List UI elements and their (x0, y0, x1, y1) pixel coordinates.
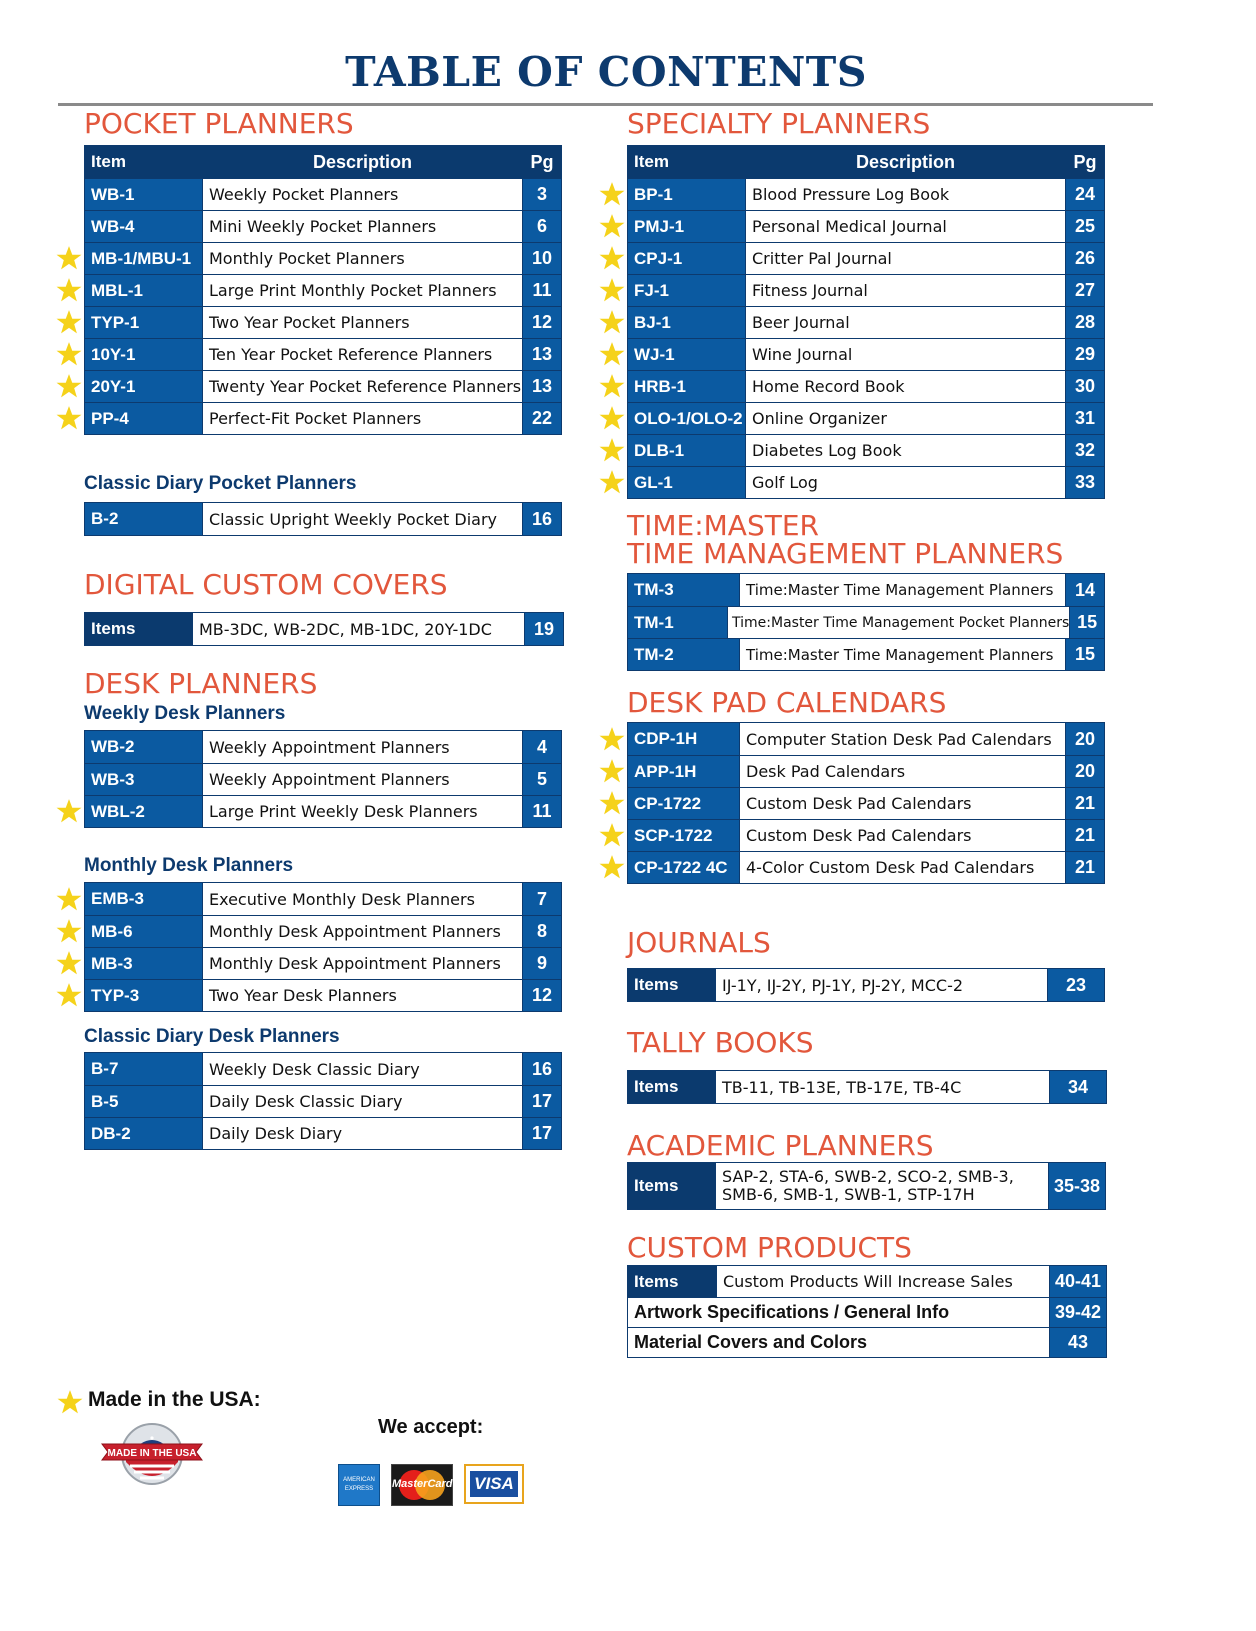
table-row (85, 883, 561, 915)
item-description: Weekly Desk Classic Diary (202, 1053, 523, 1085)
page-number: 31 (1066, 403, 1104, 434)
title-divider (58, 103, 1153, 106)
star-icon (56, 309, 82, 335)
table-row (85, 915, 561, 947)
page-number: 34 (1050, 1071, 1106, 1103)
star-icon (599, 469, 625, 495)
page-number: 11 (523, 796, 561, 827)
items-label: Items (628, 1266, 716, 1297)
item-description: Blood Pressure Log Book (745, 179, 1066, 210)
subheading-weekly-desk: Weekly Desk Planners (84, 703, 286, 724)
table-row (628, 242, 1104, 274)
item-description: Fitness Journal (745, 275, 1066, 306)
page-number: 26 (1066, 243, 1104, 274)
item-code: B-2 (85, 503, 202, 535)
item-description: Custom Desk Pad Calendars (739, 788, 1066, 819)
journals-table (627, 968, 1105, 1002)
digital-custom-covers-table (84, 612, 564, 646)
page-number: 21 (1066, 852, 1104, 883)
star-icon (56, 918, 82, 944)
section-heading-specialty-planners: SPECIALTY PLANNERS (627, 107, 931, 140)
page-number: 39-42 (1050, 1298, 1106, 1327)
item-description: Two Year Desk Planners (202, 980, 523, 1011)
star-icon (599, 213, 625, 239)
header-item: Item (85, 146, 202, 178)
star-icon (56, 798, 82, 824)
page-number: 40-41 (1050, 1266, 1106, 1297)
star-icon (599, 854, 625, 880)
table-row (85, 402, 561, 434)
page-number: 16 (523, 1053, 561, 1085)
page-number: 22 (523, 403, 561, 434)
tally-books-table (627, 1070, 1107, 1104)
item-code: WBL-2 (85, 796, 202, 827)
item-description: Desk Pad Calendars (739, 756, 1066, 787)
table-row (628, 1327, 1106, 1357)
monthly-desk-table (84, 882, 562, 1012)
item-code: MBL-1 (85, 275, 202, 306)
table-row (628, 723, 1104, 755)
item-description: Diabetes Log Book (745, 435, 1066, 466)
item-description: Monthly Desk Appointment Planners (202, 916, 523, 947)
item-description: Beer Journal (745, 307, 1066, 338)
table-row (628, 787, 1104, 819)
star-icon (56, 341, 82, 367)
subheading-monthly-desk: Monthly Desk Planners (84, 855, 294, 876)
table-row (85, 178, 561, 210)
table-row (85, 763, 561, 795)
section-heading-desk-pad-calendars: DESK PAD CALENDARS (627, 686, 947, 719)
page-number: 4 (523, 731, 561, 763)
star-icon (599, 277, 625, 303)
page-number: 33 (1066, 467, 1104, 498)
item-code: OLO-1/OLO-2 (628, 403, 745, 434)
table-row (85, 242, 561, 274)
section-heading-custom-products: CUSTOM PRODUCTS (627, 1231, 912, 1264)
specialty-planners-table (627, 145, 1105, 499)
item-description: Daily Desk Classic Diary (202, 1086, 523, 1117)
table-row (628, 210, 1104, 242)
star-icon (57, 1389, 83, 1415)
desk-pad-calendars-table (627, 722, 1105, 884)
table-row (85, 731, 561, 763)
academic-planners-table (627, 1162, 1106, 1210)
star-icon (599, 341, 625, 367)
page-number: 32 (1066, 435, 1104, 466)
star-icon (56, 886, 82, 912)
item-code: WB-3 (85, 764, 202, 795)
page-number: 27 (1066, 275, 1104, 306)
item-code: CPJ-1 (628, 243, 745, 274)
item-code: TYP-1 (85, 307, 202, 338)
header-item: Item (628, 146, 745, 178)
table-row (85, 338, 561, 370)
section-heading-pocket-planners: POCKET PLANNERS (84, 107, 354, 140)
table-row (85, 1085, 561, 1117)
item-code: B-5 (85, 1086, 202, 1117)
table-row (628, 638, 1104, 670)
section-heading-journals: JOURNALS (627, 926, 771, 959)
item-description: Online Organizer (745, 403, 1066, 434)
item-description: Golf Log (745, 467, 1066, 498)
item-code: SCP-1722 (628, 820, 739, 851)
item-description: Monthly Desk Appointment Planners (202, 948, 523, 979)
star-icon (599, 758, 625, 784)
page-number: 7 (523, 883, 561, 915)
items-description: MB-3DC, WB-2DC, MB-1DC, 20Y-1DC (192, 613, 525, 645)
header-description: Description (202, 146, 523, 178)
items-description: TB-11, TB-13E, TB-17E, TB-4C (715, 1071, 1050, 1103)
page-number: 14 (1066, 574, 1104, 606)
item-code: PP-4 (85, 403, 202, 434)
item-code: TYP-3 (85, 980, 202, 1011)
table-row (628, 466, 1104, 498)
classic-diary-desk-table (84, 1052, 562, 1150)
page-number: 12 (523, 980, 561, 1011)
star-icon (56, 373, 82, 399)
header-pg: Pg (1066, 146, 1104, 178)
star-icon (56, 982, 82, 1008)
star-icon (56, 405, 82, 431)
table-row (628, 606, 1104, 638)
items-label: Items (628, 1071, 715, 1103)
items-label: Items (85, 613, 192, 645)
item-description: Executive Monthly Desk Planners (202, 883, 523, 915)
page-number: 11 (523, 275, 561, 306)
star-icon (56, 950, 82, 976)
page-number: 43 (1050, 1328, 1106, 1357)
star-icon (599, 373, 625, 399)
item-description: Daily Desk Diary (202, 1118, 523, 1149)
section-heading-tally-books: TALLY BOOKS (627, 1026, 814, 1059)
star-icon (599, 790, 625, 816)
item-code: MB-6 (85, 916, 202, 947)
item-code: 20Y-1 (85, 371, 202, 402)
page-number: 15 (1066, 639, 1104, 670)
table-row (628, 178, 1104, 210)
page-number: 12 (523, 307, 561, 338)
page-number: 13 (523, 371, 561, 402)
item-description: Large Print Weekly Desk Planners (202, 796, 523, 827)
item-description: Personal Medical Journal (745, 211, 1066, 242)
page-number: 30 (1066, 371, 1104, 402)
weekly-desk-table (84, 730, 562, 828)
item-code: BP-1 (628, 179, 745, 210)
item-code: WJ-1 (628, 339, 745, 370)
page-number: 8 (523, 916, 561, 947)
item-code: TM-1 (628, 607, 727, 638)
time-master-table (627, 573, 1105, 671)
star-icon (599, 181, 625, 207)
we-accept-label: We accept: (378, 1416, 484, 1438)
page-number: 20 (1066, 723, 1104, 755)
table-row (85, 210, 561, 242)
star-icon (599, 245, 625, 271)
table-row (85, 370, 561, 402)
item-description: Ten Year Pocket Reference Planners (202, 339, 523, 370)
table-row (85, 979, 561, 1011)
item-description: Classic Upright Weekly Pocket Diary (202, 503, 523, 535)
table-row (628, 1266, 1106, 1297)
table-row (628, 274, 1104, 306)
item-code: EMB-3 (85, 883, 202, 915)
visa-card-icon: VISA (464, 1464, 524, 1504)
item-code: MB-3 (85, 948, 202, 979)
table-row (628, 819, 1104, 851)
item-code: 10Y-1 (85, 339, 202, 370)
artwork-specifications: Artwork Specifications / General Info (628, 1298, 1050, 1327)
item-description: Perfect-Fit Pocket Planners (202, 403, 523, 434)
items-label: Items (628, 969, 715, 1001)
item-description: Wine Journal (745, 339, 1066, 370)
item-code: PMJ-1 (628, 211, 745, 242)
page-number: 24 (1066, 179, 1104, 210)
item-description: Weekly Appointment Planners (202, 731, 523, 763)
item-code: DB-2 (85, 1118, 202, 1149)
table-row (628, 1297, 1106, 1327)
subheading-classic-diary-pocket: Classic Diary Pocket Planners (84, 473, 357, 494)
item-code: HRB-1 (628, 371, 745, 402)
page-number: 35-38 (1049, 1163, 1105, 1209)
table-row (85, 274, 561, 306)
subheading-classic-diary-desk: Classic Diary Desk Planners (84, 1026, 340, 1047)
star-icon (599, 309, 625, 335)
table-row (85, 503, 561, 535)
amex-card-icon: AMERICAN EXPRESS (338, 1464, 380, 1506)
table-row (85, 1117, 561, 1149)
item-code: CP-1722 (628, 788, 739, 819)
star-icon (599, 822, 625, 848)
mastercard-icon: MasterCard (391, 1464, 453, 1506)
item-description: Time:Master Time Management Planners (739, 639, 1066, 670)
page-number: 16 (523, 503, 561, 535)
table-row (628, 1071, 1106, 1103)
table-row (628, 370, 1104, 402)
table-row (628, 434, 1104, 466)
items-description: Custom Products Will Increase Sales (716, 1266, 1050, 1297)
item-code: FJ-1 (628, 275, 745, 306)
section-heading-digital-custom-covers: DIGITAL CUSTOM COVERS (84, 568, 448, 601)
item-description: Custom Desk Pad Calendars (739, 820, 1066, 851)
page-number: 10 (523, 243, 561, 274)
item-code: MB-1/MBU-1 (85, 243, 202, 274)
item-code: CDP-1H (628, 723, 739, 755)
item-description: Two Year Pocket Planners (202, 307, 523, 338)
section-heading-time-management: TIME MANAGEMENT PLANNERS (627, 537, 1064, 570)
table-row (85, 306, 561, 338)
page-number: 20 (1066, 756, 1104, 787)
item-description: Large Print Monthly Pocket Planners (202, 275, 523, 306)
table-row (628, 755, 1104, 787)
item-code: TM-3 (628, 574, 739, 606)
items-description: SAP-2, STA-6, SWB-2, SCO-2, SMB-3, SMB-6, SMB-1, SWB-1, STP-17H (715, 1163, 1049, 1209)
table-row (628, 574, 1104, 606)
item-description: 4-Color Custom Desk Pad Calendars (739, 852, 1066, 883)
item-code: B-7 (85, 1053, 202, 1085)
item-code: WB-4 (85, 211, 202, 242)
items-label: Items (628, 1163, 715, 1209)
item-code: WB-2 (85, 731, 202, 763)
pocket-planners-table (84, 145, 562, 435)
page-number: 6 (523, 211, 561, 242)
item-code: APP-1H (628, 756, 739, 787)
page-number: 5 (523, 764, 561, 795)
page-number: 19 (525, 613, 563, 645)
item-code: GL-1 (628, 467, 745, 498)
table-row (85, 795, 561, 827)
item-description: Twenty Year Pocket Reference Planners (202, 371, 523, 402)
table-header (628, 146, 1104, 178)
table-row (628, 969, 1104, 1001)
item-code: TM-2 (628, 639, 739, 670)
item-description: Home Record Book (745, 371, 1066, 402)
table-row (628, 402, 1104, 434)
material-covers: Material Covers and Colors (628, 1328, 1050, 1357)
page-number: 15 (1070, 607, 1104, 638)
page-number: 28 (1066, 307, 1104, 338)
item-description: Monthly Pocket Planners (202, 243, 523, 274)
usa-badge-text: MADE IN THE USA (107, 1448, 197, 1459)
section-heading-academic-planners: ACADEMIC PLANNERS (627, 1129, 934, 1162)
table-header (85, 146, 561, 178)
item-description: Mini Weekly Pocket Planners (202, 211, 523, 242)
page-number: 17 (523, 1086, 561, 1117)
star-icon (56, 245, 82, 271)
classic-diary-pocket-table (84, 502, 562, 536)
header-description: Description (745, 146, 1066, 178)
table-row (628, 1163, 1105, 1209)
table-row (628, 306, 1104, 338)
page-number: 13 (523, 339, 561, 370)
table-row (628, 338, 1104, 370)
item-description: Time:Master Time Management Pocket Planners (727, 607, 1070, 638)
item-description: Time:Master Time Management Planners (739, 574, 1066, 606)
page-number: 17 (523, 1118, 561, 1149)
star-icon (599, 726, 625, 752)
page-title: TABLE OF CONTENTS (345, 48, 867, 96)
page-number: 21 (1066, 788, 1104, 819)
item-code: CP-1722 4C (628, 852, 739, 883)
item-code: DLB-1 (628, 435, 745, 466)
section-heading-time-master: TIME:MASTER (627, 509, 819, 542)
item-description: Weekly Appointment Planners (202, 764, 523, 795)
item-code: WB-1 (85, 179, 202, 210)
header-pg: Pg (523, 146, 561, 178)
star-icon (599, 405, 625, 431)
item-description: Computer Station Desk Pad Calendars (739, 723, 1066, 755)
table-row (85, 947, 561, 979)
table-row (628, 851, 1104, 883)
table-row (85, 613, 563, 645)
page-number: 3 (523, 179, 561, 210)
page-number: 25 (1066, 211, 1104, 242)
page-number: 29 (1066, 339, 1104, 370)
page-number: 9 (523, 948, 561, 979)
made-in-usa-badge-icon (100, 1418, 204, 1488)
section-heading-desk-planners: DESK PLANNERS (84, 667, 318, 700)
star-icon (599, 437, 625, 463)
item-code: BJ-1 (628, 307, 745, 338)
made-in-usa-label: Made in the USA: (88, 1388, 261, 1411)
table-row (85, 1053, 561, 1085)
item-description: Critter Pal Journal (745, 243, 1066, 274)
page-number: 23 (1048, 969, 1104, 1001)
item-description: Weekly Pocket Planners (202, 179, 523, 210)
items-description: IJ-1Y, IJ-2Y, PJ-1Y, PJ-2Y, MCC-2 (715, 969, 1048, 1001)
custom-products-table (627, 1265, 1107, 1358)
star-icon (56, 277, 82, 303)
page-number: 21 (1066, 820, 1104, 851)
